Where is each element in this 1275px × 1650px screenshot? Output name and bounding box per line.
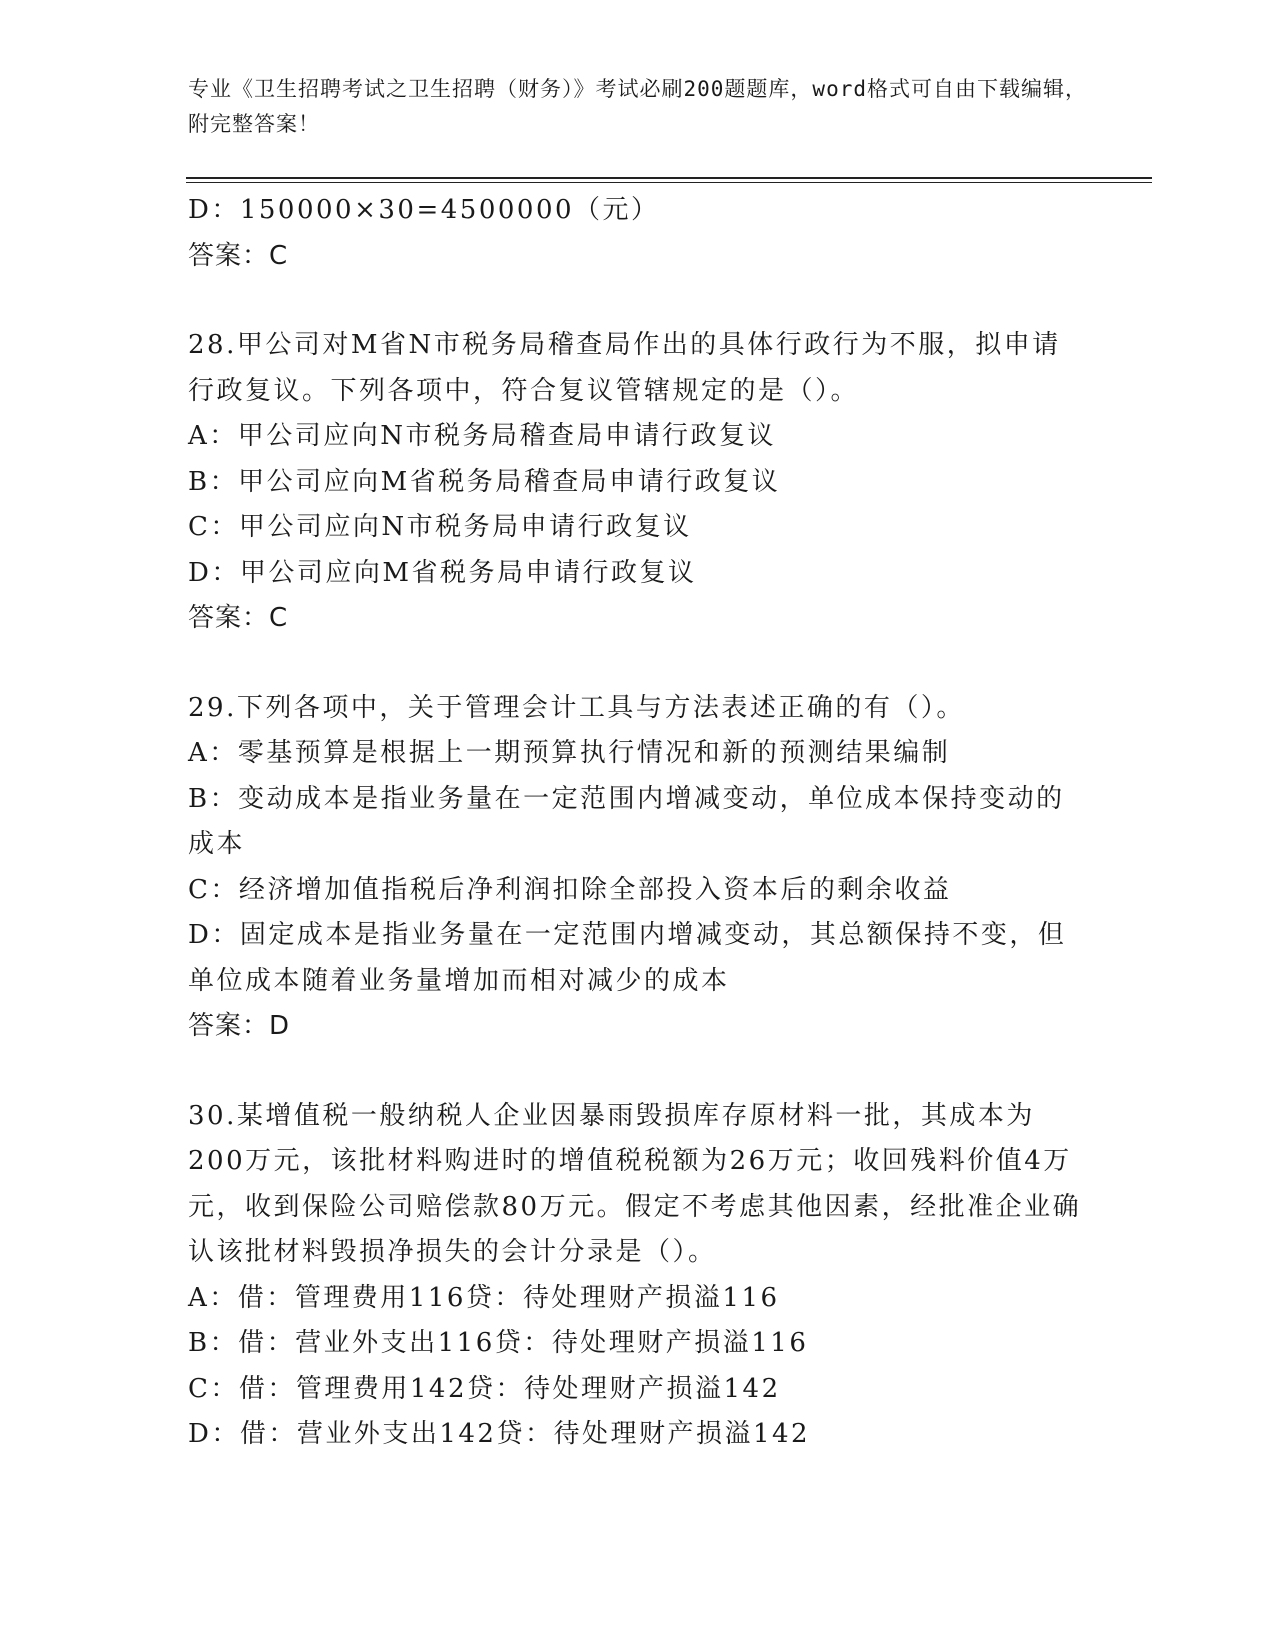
answer: 答案：D bbox=[188, 1011, 291, 1041]
option-b: B：变动成本是指业务量在一定范围内增减变动，单位成本保持变动的成本 bbox=[188, 783, 1065, 859]
spacer bbox=[188, 279, 1088, 323]
option-a: A：零基预算是根据上一期预算执行情况和新的预测结果编制 bbox=[188, 738, 951, 768]
document-body bbox=[188, 188, 1088, 1458]
option-a: A：甲公司应向N市税务局稽查局申请行政复议 bbox=[188, 421, 777, 451]
option-d: D：借：营业外支出142贷：待处理财产损溢142 bbox=[188, 1419, 811, 1449]
option-c: C：借：管理费用142贷：待处理财产损溢142 bbox=[188, 1373, 781, 1404]
header-divider bbox=[186, 177, 1152, 179]
page-header: 专业《卫生招聘考试之卫生招聘（财务）》考试必刷200题题库，word格式可自由下载编辑，附完整答案！ bbox=[188, 77, 1087, 136]
prev-option-d: D：150000×30=4500000（元） bbox=[188, 195, 660, 225]
question-stem: 30.某增值税一般纳税人企业因暴雨毁损库存原材料一批，其成本为200万元，该批材料购进时的增值税税额为26万元；收回残料价值4万元，收到保险公司赔偿款80万元。假定不考虑其他因素，经批准企业确认该批材料毁损净损失的会计分录是（）。 bbox=[188, 1100, 1082, 1267]
option-a: A：借：管理费用116贷：待处理财产损溢116 bbox=[188, 1282, 780, 1313]
option-c: C：甲公司应向N市税务局申请行政复议 bbox=[188, 512, 692, 542]
spacer bbox=[188, 1050, 1088, 1094]
spacer bbox=[188, 642, 1088, 686]
option-b: B：借：营业外支出116贷：待处理财产损溢116 bbox=[188, 1328, 809, 1358]
option-d: D：固定成本是指业务量在一定范围内增减变动，其总额保持不变，但单位成本随着业务量增加而相对减少的成本 bbox=[188, 920, 1067, 996]
header-divider-thin bbox=[186, 182, 1152, 183]
question-30 bbox=[188, 1094, 1088, 1458]
prev-answer: 答案：C bbox=[188, 240, 289, 271]
option-c: C：经济增加值指税后净利润扣除全部投入资本后的剩余收益 bbox=[188, 874, 952, 905]
answer: 答案：C bbox=[188, 603, 289, 633]
question-28 bbox=[188, 323, 1088, 642]
question-stem: 28.甲公司对M省N市税务局稽查局作出的具体行政行为不服，拟申请行政复议。下列各项中，符合复议管辖规定的是（）。 bbox=[188, 330, 1061, 406]
option-d: D：甲公司应向M省税务局申请行政复议 bbox=[188, 557, 697, 588]
question-stem: 29.下列各项中，关于管理会计工具与方法表述正确的有（）。 bbox=[188, 692, 965, 723]
question-29 bbox=[188, 686, 1088, 1050]
option-b: B：甲公司应向M省税务局稽查局申请行政复议 bbox=[188, 466, 781, 497]
